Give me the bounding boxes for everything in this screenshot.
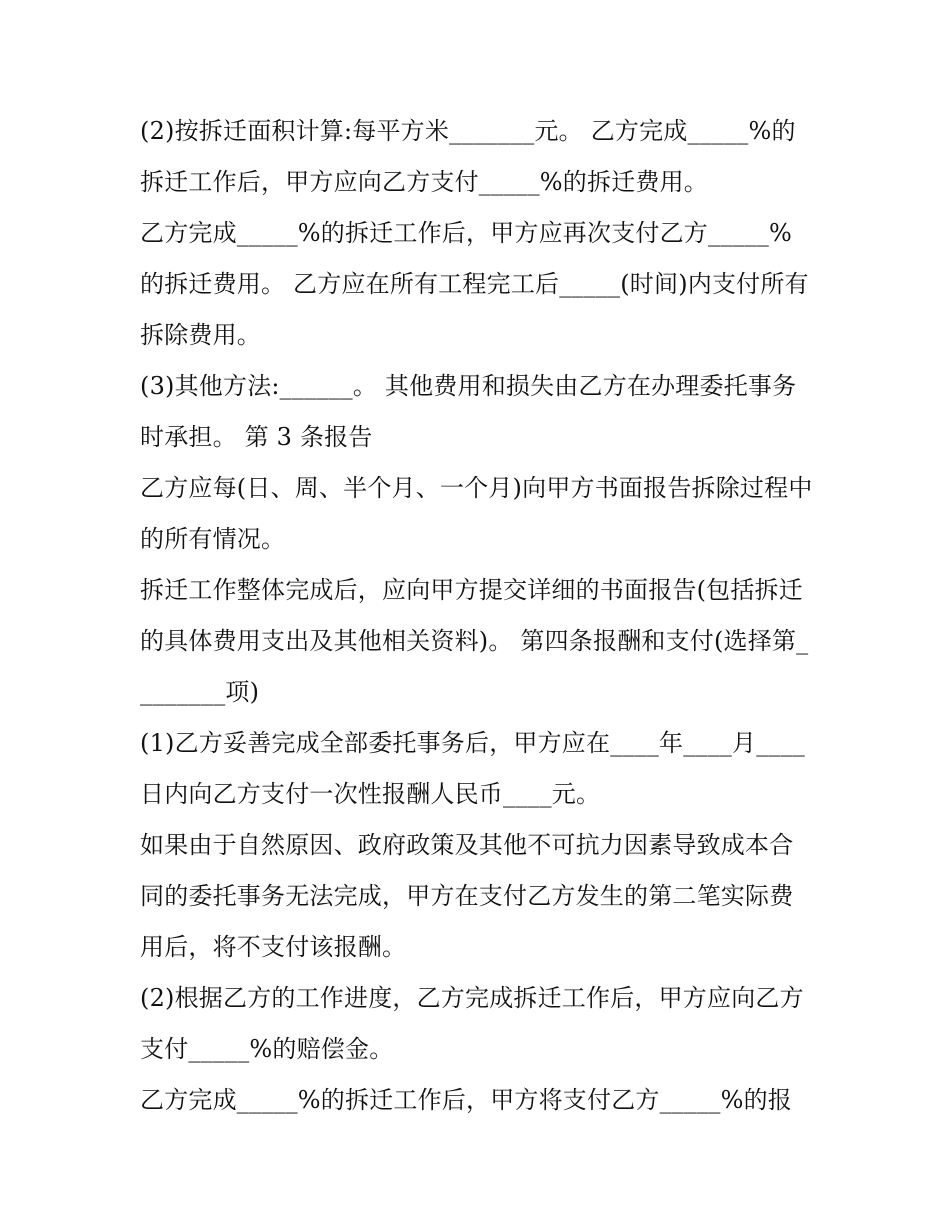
paragraph-area-calculation: (2)按拆迁面积计算:每平方米_______元。 乙方完成_____%的拆迁工作后，甲方应向乙方支付_____%的拆迁费用。: [140, 117, 796, 196]
paragraph-lump-sum-payment: (1)乙方妥善完成全部委托事务后，甲方应在____年____月____日内向乙方支付一次性报酬人民币____元。: [140, 729, 805, 808]
paragraph-progress-payment: (2)根据乙方的工作进度，乙方完成拆迁工作后，甲方应向乙方支付_____%的赔偿金。: [140, 984, 804, 1063]
paragraph-partial-payment: 乙方完成_____%的拆迁工作后，甲方将支付乙方_____%的报: [140, 1086, 793, 1114]
paragraph-force-majeure: 如果由于自然原因、政府政策及其他不可抗力因素导致成本合同的委托事务无法完成，甲方在支付乙方发生的第二笔实际费用后，将不支付该报酬。: [140, 831, 794, 961]
paragraph-final-report: 拆迁工作整体完成后，应向甲方提交详细的书面报告(包括拆迁的具体费用支出及其他相关资料)。 第四条报酬和支付(选择第________项): [140, 576, 809, 706]
document-body: [140, 106, 815, 1126]
paragraph-second-payment: 乙方完成_____%的拆迁工作后，甲方应再次支付乙方_____%的拆迁费用。 乙方应在所有工程完工后_____(时间)内支付所有拆除费用。: [140, 219, 809, 349]
paragraph-report-frequency: 乙方应每(日、周、半个月、一个月)向甲方书面报告拆除过程中的所有情况。: [140, 474, 813, 553]
paragraph-other-methods: (3)其他方法:______。 其他费用和损失由乙方在办理委托事务时承担。 第 3 条报告: [140, 372, 797, 451]
